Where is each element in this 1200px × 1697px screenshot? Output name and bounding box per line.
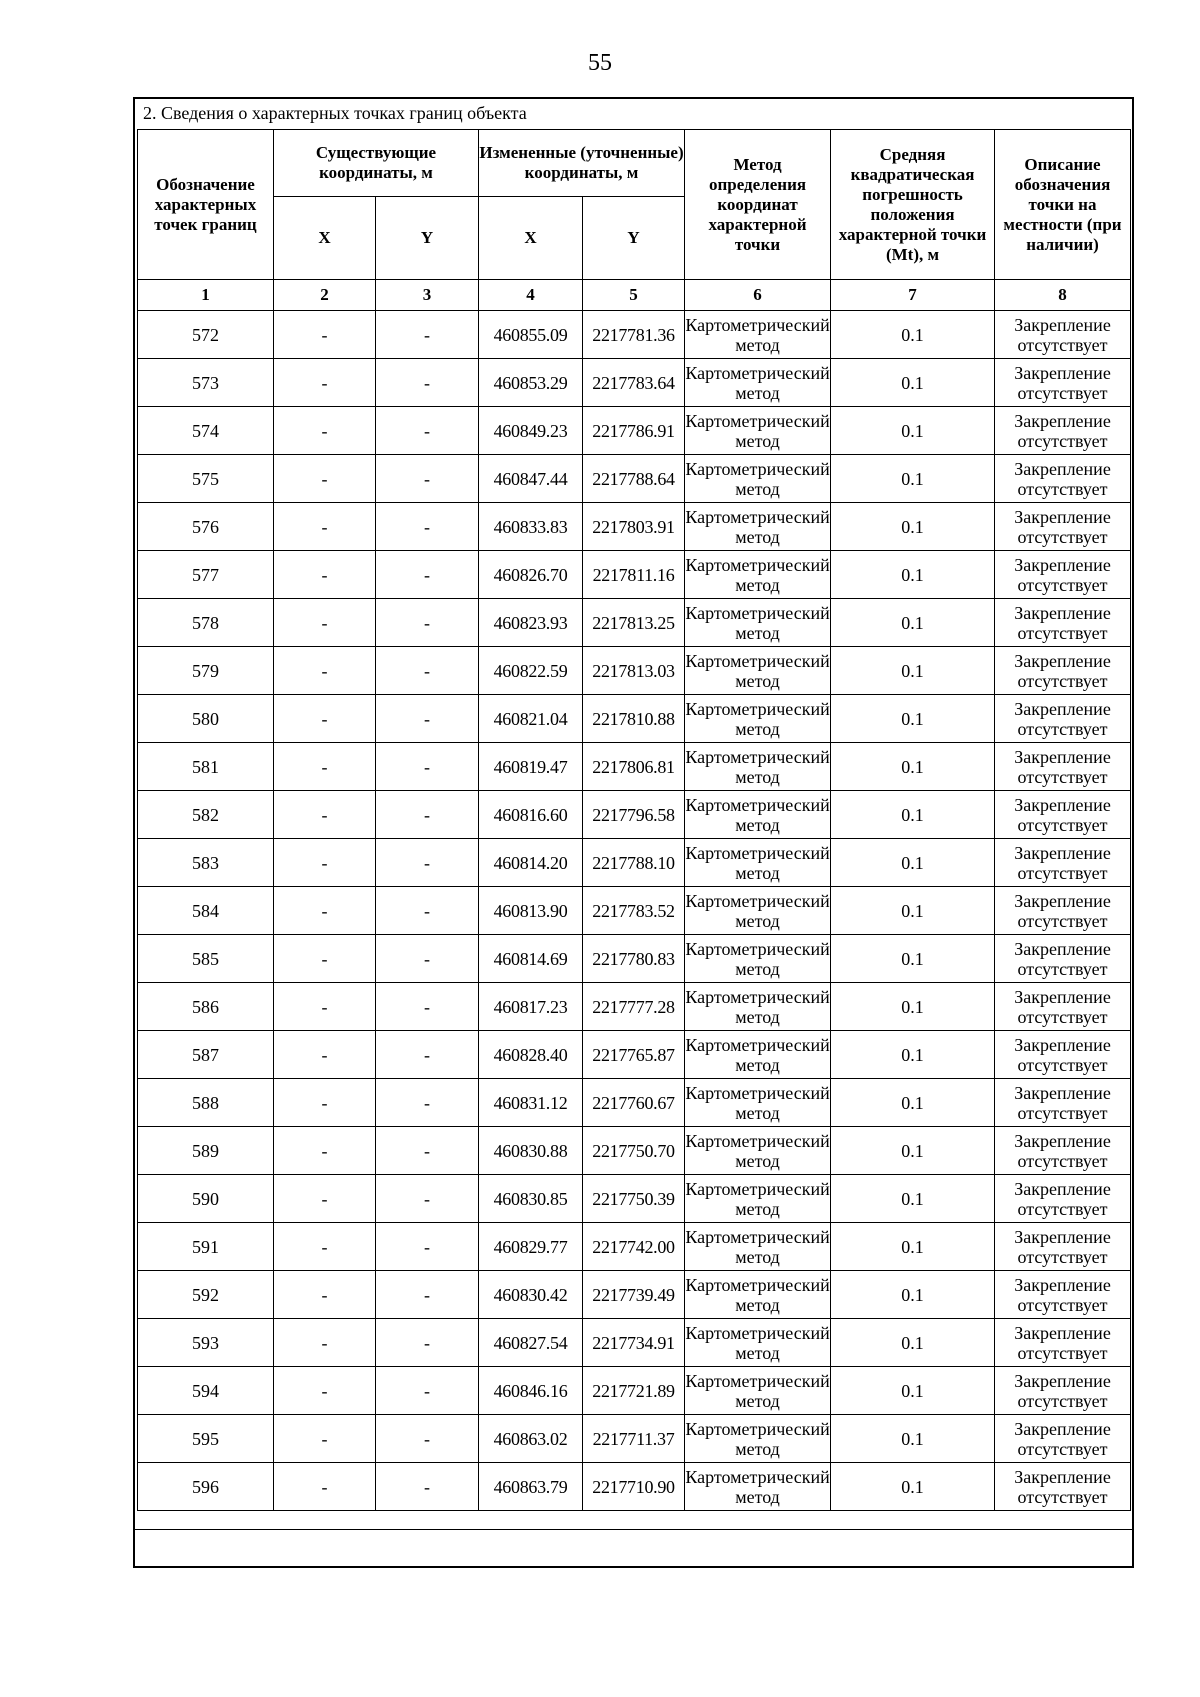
point-id-cell: 590 [138, 1175, 274, 1223]
column-number: 5 [583, 280, 685, 311]
table-row [138, 311, 1131, 359]
existing-x-cell: - [274, 1415, 376, 1463]
point-id-cell: 587 [138, 1031, 274, 1079]
page-number: 55 [588, 50, 612, 76]
column-number: 4 [479, 280, 583, 311]
error-cell: 0.1 [831, 1223, 995, 1271]
header-changed-x: X [479, 197, 583, 280]
method-cell: Картометрический метод [685, 407, 831, 455]
existing-y-cell: - [376, 1319, 479, 1367]
existing-x-cell: - [274, 647, 376, 695]
method-cell: Картометрический метод [685, 1127, 831, 1175]
table-row [138, 743, 1131, 791]
point-id-cell: 581 [138, 743, 274, 791]
point-id-cell: 580 [138, 695, 274, 743]
error-cell: 0.1 [831, 695, 995, 743]
description-cell: Закрепление отсутствует [995, 551, 1131, 599]
existing-y-cell: - [376, 647, 479, 695]
existing-y-cell: - [376, 455, 479, 503]
changed-y-cell: 2217813.03 [583, 647, 685, 695]
error-cell: 0.1 [831, 407, 995, 455]
error-cell: 0.1 [831, 1079, 995, 1127]
error-cell: 0.1 [831, 551, 995, 599]
table-row [138, 503, 1131, 551]
point-id-cell: 595 [138, 1415, 274, 1463]
existing-y-cell: - [376, 1031, 479, 1079]
changed-y-cell: 2217783.52 [583, 887, 685, 935]
changed-y-cell: 2217765.87 [583, 1031, 685, 1079]
column-number-row [138, 280, 1131, 311]
method-cell: Картометрический метод [685, 359, 831, 407]
error-cell: 0.1 [831, 359, 995, 407]
existing-x-cell: - [274, 839, 376, 887]
changed-x-cell: 460816.60 [479, 791, 583, 839]
existing-y-cell: - [376, 1127, 479, 1175]
description-cell: Закрепление отсутствует [995, 1415, 1131, 1463]
existing-y-cell: - [376, 887, 479, 935]
changed-x-cell: 460830.85 [479, 1175, 583, 1223]
table-row [138, 695, 1131, 743]
error-cell: 0.1 [831, 1415, 995, 1463]
changed-x-cell: 460830.42 [479, 1271, 583, 1319]
changed-y-cell: 2217788.64 [583, 455, 685, 503]
method-cell: Картометрический метод [685, 743, 831, 791]
table-row [138, 551, 1131, 599]
description-cell: Закрепление отсутствует [995, 791, 1131, 839]
point-id-cell: 582 [138, 791, 274, 839]
existing-x-cell: - [274, 1031, 376, 1079]
existing-y-cell: - [376, 1175, 479, 1223]
existing-x-cell: - [274, 599, 376, 647]
existing-y-cell: - [376, 1079, 479, 1127]
changed-x-cell: 460831.12 [479, 1079, 583, 1127]
description-cell: Закрепление отсутствует [995, 1223, 1131, 1271]
error-cell: 0.1 [831, 455, 995, 503]
existing-y-cell: - [376, 503, 479, 551]
changed-x-cell: 460827.54 [479, 1319, 583, 1367]
point-id-cell: 578 [138, 599, 274, 647]
existing-x-cell: - [274, 1175, 376, 1223]
existing-y-cell: - [376, 1223, 479, 1271]
existing-x-cell: - [274, 1319, 376, 1367]
changed-y-cell: 2217788.10 [583, 839, 685, 887]
existing-y-cell: - [376, 935, 479, 983]
changed-x-cell: 460814.69 [479, 935, 583, 983]
changed-x-cell: 460826.70 [479, 551, 583, 599]
changed-x-cell: 460863.79 [479, 1463, 583, 1511]
point-id-cell: 586 [138, 983, 274, 1031]
error-cell: 0.1 [831, 1271, 995, 1319]
method-cell: Картометрический метод [685, 599, 831, 647]
changed-y-cell: 2217734.91 [583, 1319, 685, 1367]
existing-x-cell: - [274, 407, 376, 455]
description-cell: Закрепление отсутствует [995, 1319, 1131, 1367]
error-cell: 0.1 [831, 743, 995, 791]
error-cell: 0.1 [831, 311, 995, 359]
description-cell: Закрепление отсутствует [995, 743, 1131, 791]
existing-y-cell: - [376, 1367, 479, 1415]
column-number: 6 [685, 280, 831, 311]
existing-y-cell: - [376, 1415, 479, 1463]
points-section [133, 97, 1134, 1568]
existing-x-cell: - [274, 935, 376, 983]
method-cell: Картометрический метод [685, 983, 831, 1031]
point-id-cell: 583 [138, 839, 274, 887]
existing-y-cell: - [376, 695, 479, 743]
point-id-cell: 579 [138, 647, 274, 695]
changed-x-cell: 460853.29 [479, 359, 583, 407]
method-cell: Картометрический метод [685, 1463, 831, 1511]
point-id-cell: 594 [138, 1367, 274, 1415]
existing-y-cell: - [376, 407, 479, 455]
description-cell: Закрепление отсутствует [995, 1271, 1131, 1319]
header-existing-x: X [274, 197, 376, 280]
changed-x-cell: 460822.59 [479, 647, 583, 695]
point-id-cell: 596 [138, 1463, 274, 1511]
point-id-cell: 577 [138, 551, 274, 599]
existing-x-cell: - [274, 551, 376, 599]
method-cell: Картометрический метод [685, 1415, 831, 1463]
error-cell: 0.1 [831, 1175, 995, 1223]
point-id-cell: 593 [138, 1319, 274, 1367]
changed-x-cell: 460829.77 [479, 1223, 583, 1271]
changed-x-cell: 460817.23 [479, 983, 583, 1031]
point-id-cell: 585 [138, 935, 274, 983]
table-row [138, 1367, 1131, 1415]
existing-x-cell: - [274, 695, 376, 743]
changed-y-cell: 2217710.90 [583, 1463, 685, 1511]
method-cell: Картометрический метод [685, 311, 831, 359]
table-row [138, 983, 1131, 1031]
method-cell: Картометрический метод [685, 1367, 831, 1415]
description-cell: Закрепление отсутствует [995, 1127, 1131, 1175]
boundary-points-table [137, 129, 1131, 1511]
changed-x-cell: 460849.23 [479, 407, 583, 455]
description-cell: Закрепление отсутствует [995, 935, 1131, 983]
error-cell: 0.1 [831, 1031, 995, 1079]
method-cell: Картометрический метод [685, 935, 831, 983]
existing-x-cell: - [274, 1271, 376, 1319]
table-body [138, 311, 1131, 1511]
description-cell: Закрепление отсутствует [995, 1463, 1131, 1511]
table-row [138, 839, 1131, 887]
table-row [138, 1463, 1131, 1511]
existing-y-cell: - [376, 599, 479, 647]
changed-y-cell: 2217786.91 [583, 407, 685, 455]
changed-x-cell: 460814.20 [479, 839, 583, 887]
error-cell: 0.1 [831, 791, 995, 839]
point-id-cell: 584 [138, 887, 274, 935]
existing-y-cell: - [376, 1463, 479, 1511]
method-cell: Картометрический метод [685, 791, 831, 839]
error-cell: 0.1 [831, 839, 995, 887]
existing-y-cell: - [376, 839, 479, 887]
table-row [138, 1079, 1131, 1127]
existing-x-cell: - [274, 743, 376, 791]
table-row [138, 359, 1131, 407]
table-row [138, 1127, 1131, 1175]
method-cell: Картометрический метод [685, 1175, 831, 1223]
method-cell: Картометрический метод [685, 1031, 831, 1079]
existing-x-cell: - [274, 983, 376, 1031]
description-cell: Закрепление отсутствует [995, 503, 1131, 551]
changed-y-cell: 2217783.64 [583, 359, 685, 407]
changed-y-cell: 2217739.49 [583, 1271, 685, 1319]
existing-x-cell: - [274, 359, 376, 407]
changed-x-cell: 460828.40 [479, 1031, 583, 1079]
header-changed-y: Y [583, 197, 685, 280]
table-row [138, 1415, 1131, 1463]
point-id-cell: 591 [138, 1223, 274, 1271]
method-cell: Картометрический метод [685, 1223, 831, 1271]
existing-y-cell: - [376, 983, 479, 1031]
column-number: 8 [995, 280, 1131, 311]
existing-x-cell: - [274, 1127, 376, 1175]
column-number: 7 [831, 280, 995, 311]
error-cell: 0.1 [831, 887, 995, 935]
changed-y-cell: 2217811.16 [583, 551, 685, 599]
existing-x-cell: - [274, 455, 376, 503]
description-cell: Закрепление отсутствует [995, 887, 1131, 935]
point-id-cell: 592 [138, 1271, 274, 1319]
point-id-cell: 573 [138, 359, 274, 407]
error-cell: 0.1 [831, 647, 995, 695]
changed-y-cell: 2217711.37 [583, 1415, 685, 1463]
table-row [138, 455, 1131, 503]
error-cell: 0.1 [831, 983, 995, 1031]
point-id-cell: 574 [138, 407, 274, 455]
changed-y-cell: 2217750.70 [583, 1127, 685, 1175]
existing-y-cell: - [376, 791, 479, 839]
description-cell: Закрепление отсутствует [995, 695, 1131, 743]
description-cell: Закрепление отсутствует [995, 311, 1131, 359]
changed-y-cell: 2217750.39 [583, 1175, 685, 1223]
header-error: Средняя квадратическая погрешность положения характерной точки (Mt), м [831, 130, 995, 280]
table-row [138, 1175, 1131, 1223]
description-cell: Закрепление отсутствует [995, 647, 1131, 695]
existing-y-cell: - [376, 1271, 479, 1319]
point-id-cell: 572 [138, 311, 274, 359]
method-cell: Картометрический метод [685, 839, 831, 887]
error-cell: 0.1 [831, 1319, 995, 1367]
column-number: 2 [274, 280, 376, 311]
description-cell: Закрепление отсутствует [995, 455, 1131, 503]
table-row [138, 647, 1131, 695]
changed-x-cell: 460855.09 [479, 311, 583, 359]
existing-x-cell: - [274, 1367, 376, 1415]
section-title: 2. Сведения о характерных точках границ объекта [143, 103, 527, 123]
changed-x-cell: 460846.16 [479, 1367, 583, 1415]
error-cell: 0.1 [831, 1127, 995, 1175]
header-changed-coords: Измененные (уточненные) координаты, м [479, 130, 685, 197]
description-cell: Закрепление отсутствует [995, 1031, 1131, 1079]
header-method: Метод определения координат характерной точки [685, 130, 831, 280]
point-id-cell: 589 [138, 1127, 274, 1175]
description-cell: Закрепление отсутствует [995, 1175, 1131, 1223]
description-cell: Закрепление отсутствует [995, 407, 1131, 455]
changed-y-cell: 2217742.00 [583, 1223, 685, 1271]
description-cell: Закрепление отсутствует [995, 839, 1131, 887]
header-designation: Обозначение характерных точек границ [138, 130, 274, 280]
changed-y-cell: 2217721.89 [583, 1367, 685, 1415]
changed-y-cell: 2217803.91 [583, 503, 685, 551]
changed-y-cell: 2217806.81 [583, 743, 685, 791]
existing-y-cell: - [376, 551, 479, 599]
table-row [138, 935, 1131, 983]
changed-x-cell: 460830.88 [479, 1127, 583, 1175]
changed-y-cell: 2217810.88 [583, 695, 685, 743]
changed-y-cell: 2217780.83 [583, 935, 685, 983]
table-row [138, 1319, 1131, 1367]
error-cell: 0.1 [831, 1463, 995, 1511]
column-number: 3 [376, 280, 479, 311]
existing-x-cell: - [274, 791, 376, 839]
table-row [138, 791, 1131, 839]
description-cell: Закрепление отсутствует [995, 359, 1131, 407]
description-cell: Закрепление отсутствует [995, 1079, 1131, 1127]
changed-x-cell: 460833.83 [479, 503, 583, 551]
existing-y-cell: - [376, 311, 479, 359]
existing-x-cell: - [274, 887, 376, 935]
existing-x-cell: - [274, 503, 376, 551]
point-id-cell: 576 [138, 503, 274, 551]
changed-y-cell: 2217796.58 [583, 791, 685, 839]
description-cell: Закрепление отсутствует [995, 983, 1131, 1031]
method-cell: Картометрический метод [685, 551, 831, 599]
error-cell: 0.1 [831, 1367, 995, 1415]
description-cell: Закрепление отсутствует [995, 1367, 1131, 1415]
header-description: Описание обозначения точки на местности (при наличии) [995, 130, 1131, 280]
existing-x-cell: - [274, 311, 376, 359]
table-row [138, 887, 1131, 935]
existing-y-cell: - [376, 359, 479, 407]
existing-x-cell: - [274, 1463, 376, 1511]
changed-y-cell: 2217781.36 [583, 311, 685, 359]
table-row [138, 1271, 1131, 1319]
changed-x-cell: 460823.93 [479, 599, 583, 647]
changed-x-cell: 460821.04 [479, 695, 583, 743]
blank-footer-row [135, 1529, 1132, 1566]
method-cell: Картометрический метод [685, 1079, 831, 1127]
changed-x-cell: 460813.90 [479, 887, 583, 935]
method-cell: Картометрический метод [685, 455, 831, 503]
changed-x-cell: 460863.02 [479, 1415, 583, 1463]
table-row [138, 1031, 1131, 1079]
point-id-cell: 575 [138, 455, 274, 503]
method-cell: Картометрический метод [685, 503, 831, 551]
method-cell: Картометрический метод [685, 695, 831, 743]
column-number: 1 [138, 280, 274, 311]
table-row [138, 407, 1131, 455]
changed-x-cell: 460819.47 [479, 743, 583, 791]
changed-y-cell: 2217777.28 [583, 983, 685, 1031]
existing-x-cell: - [274, 1079, 376, 1127]
table-row [138, 1223, 1131, 1271]
error-cell: 0.1 [831, 935, 995, 983]
header-existing-coords: Существующие координаты, м [274, 130, 479, 197]
header-existing-y: Y [376, 197, 479, 280]
changed-y-cell: 2217760.67 [583, 1079, 685, 1127]
description-cell: Закрепление отсутствует [995, 599, 1131, 647]
method-cell: Картометрический метод [685, 1319, 831, 1367]
existing-x-cell: - [274, 1223, 376, 1271]
method-cell: Картометрический метод [685, 887, 831, 935]
changed-x-cell: 460847.44 [479, 455, 583, 503]
existing-y-cell: - [376, 743, 479, 791]
method-cell: Картометрический метод [685, 1271, 831, 1319]
error-cell: 0.1 [831, 503, 995, 551]
changed-y-cell: 2217813.25 [583, 599, 685, 647]
point-id-cell: 588 [138, 1079, 274, 1127]
table-row [138, 599, 1131, 647]
method-cell: Картометрический метод [685, 647, 831, 695]
error-cell: 0.1 [831, 599, 995, 647]
